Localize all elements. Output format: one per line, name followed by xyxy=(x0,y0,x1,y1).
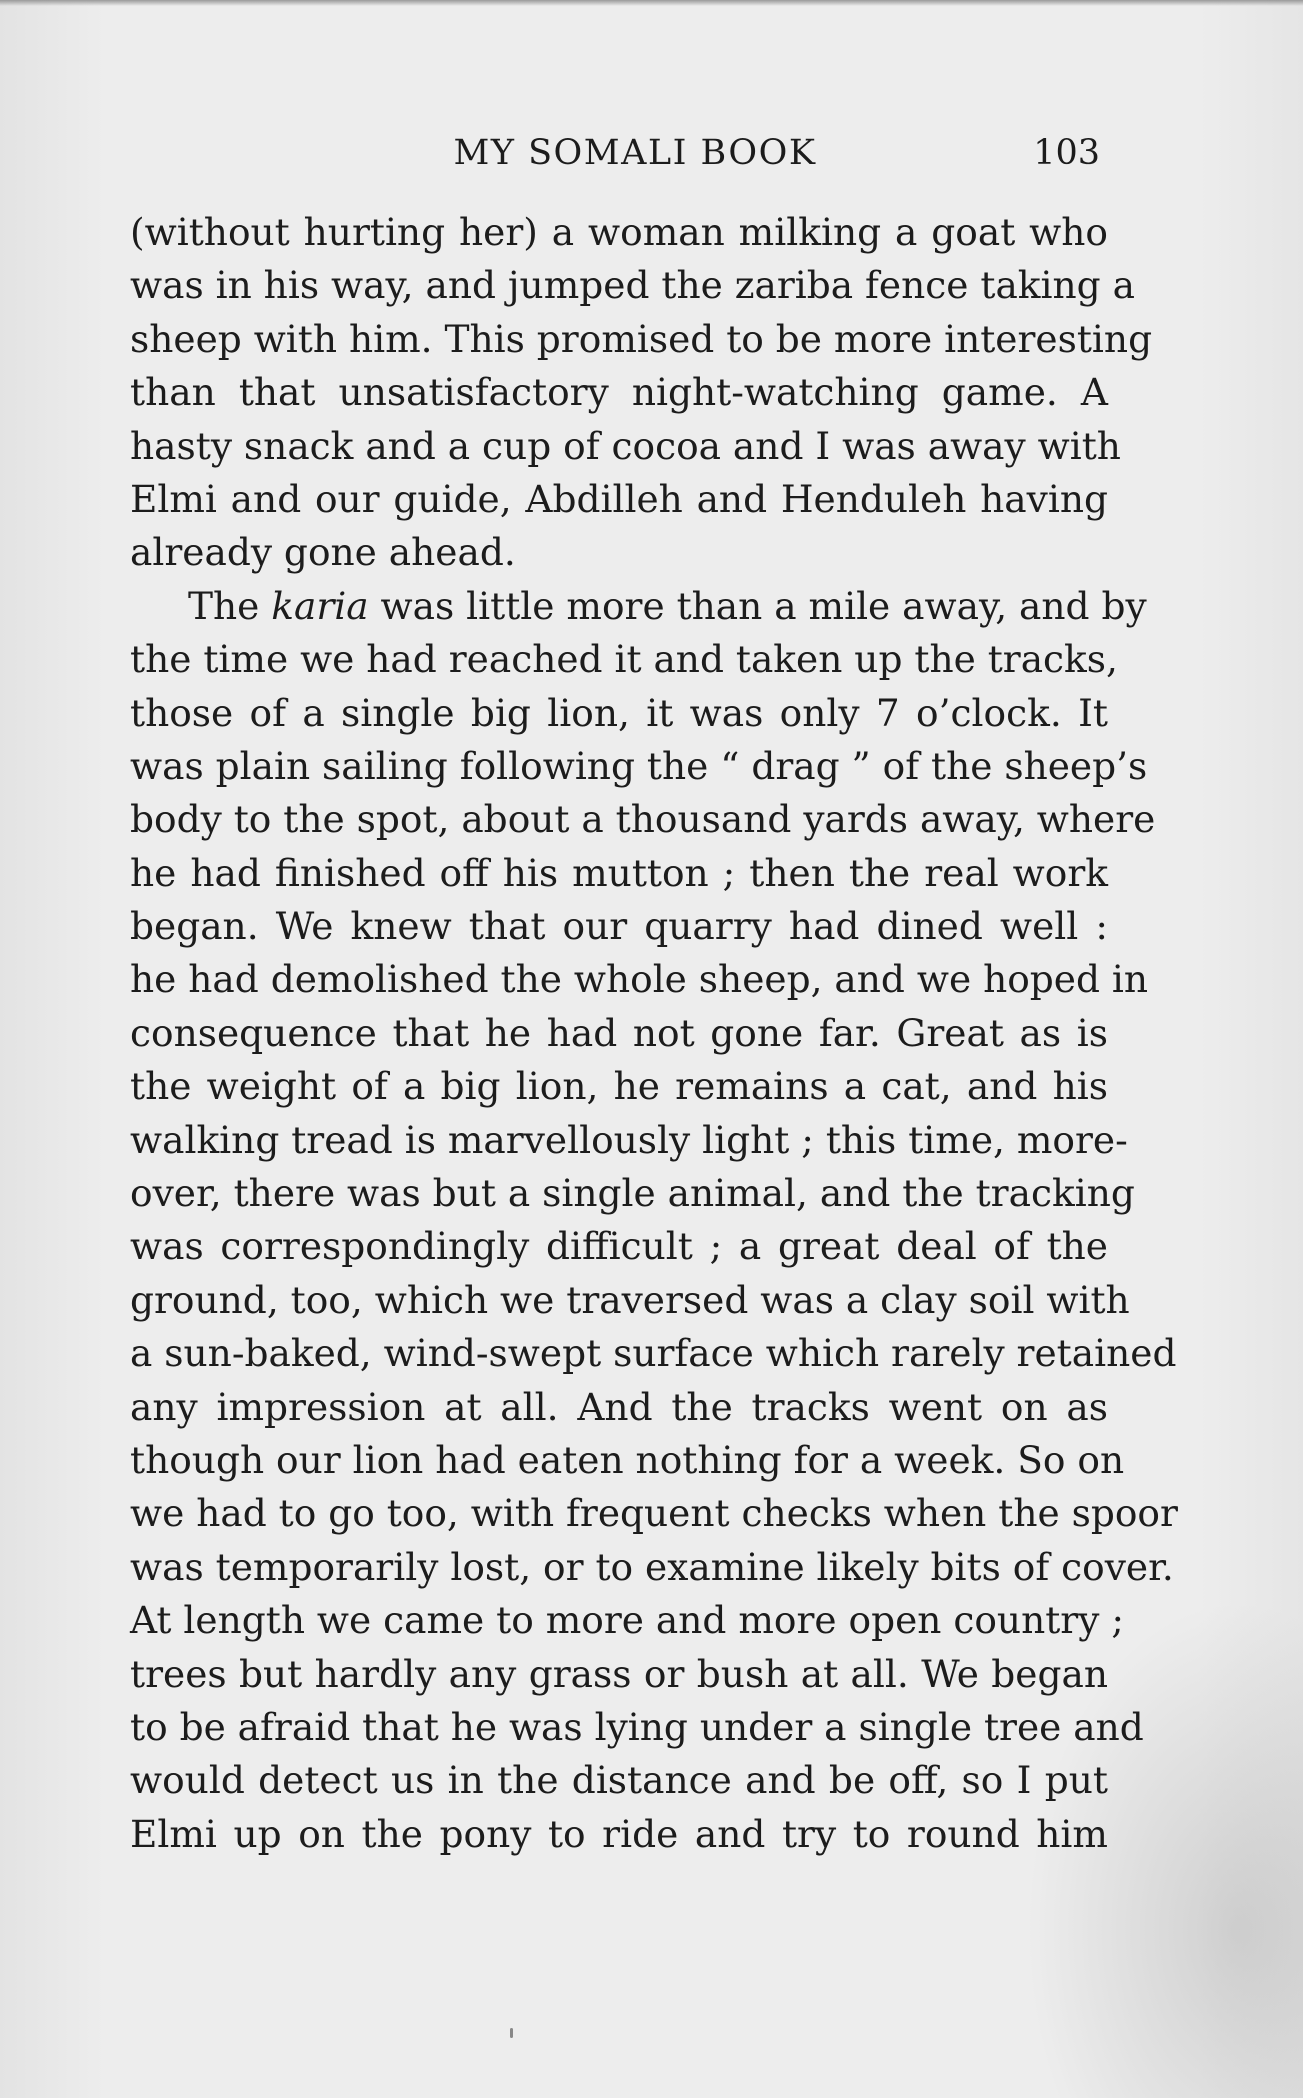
paragraph-2 xyxy=(130,580,1178,1861)
running-title: MY SOMALI BOOK xyxy=(453,133,817,173)
text-line-first xyxy=(130,580,1147,633)
text-line: trees but hardly any grass or bush at all. We began xyxy=(130,1651,1108,1696)
running-head xyxy=(130,128,1100,178)
text-line: he had demolished the whole sheep, and we hoped in xyxy=(130,957,1149,1002)
text-line: the time we had reached it and taken up the tracks, xyxy=(130,637,1118,682)
text-run: The xyxy=(188,583,272,628)
text-line: the weight of a big lion, he remains a cat, and his xyxy=(130,1064,1108,1109)
page-top-edge-shadow xyxy=(0,0,1303,6)
text-line: At length we came to more and more open country ; xyxy=(130,1598,1124,1643)
text-line: than that unsatisfactory night-watching game. A xyxy=(130,370,1108,415)
text-line: to be afraid that he was lying under a single tree and xyxy=(130,1704,1144,1749)
text-line: we had to go too, with frequent checks when the spoor xyxy=(130,1491,1178,1536)
text-line: walking tread is marvellously light ; this time, more- xyxy=(130,1117,1128,1162)
text-line: Elmi and our guide, Abdilleh and Henduleh having xyxy=(130,476,1108,521)
text-line: those of a single big lion, it was only 7 o’clock. It xyxy=(130,690,1108,735)
text-line: was in his way, and jumped the zariba fence taking a xyxy=(130,263,1135,308)
italic-word-karia: karia xyxy=(271,583,369,628)
text-line: ground, too, which we traversed was a clay soil with xyxy=(130,1277,1130,1322)
text-line: he had finished off his mutton ; then the real work xyxy=(130,850,1108,895)
text-line: was correspondingly difficult ; a great deal of the xyxy=(130,1224,1108,1269)
text-line: began. We knew that our quarry had dined well : xyxy=(130,904,1108,949)
text-run: was little more than a mile away, and by xyxy=(368,583,1147,628)
text-line: was temporarily lost, or to examine likely bits of cover. xyxy=(130,1544,1174,1589)
text-line: a sun-baked, wind-swept surface which rarely retained xyxy=(130,1331,1177,1376)
text-line: though our lion had eaten nothing for a week. So on xyxy=(130,1437,1125,1482)
paragraph-1 xyxy=(130,206,1153,580)
text-line: any impression at all. And the tracks went on as xyxy=(130,1384,1108,1429)
text-line: body to the spot, about a thousand yards away, where xyxy=(130,797,1156,842)
text-line: would detect us in the distance and be off, so I put xyxy=(130,1758,1108,1803)
text-line: (without hurting her) a woman milking a goat who xyxy=(130,210,1108,254)
text-line: sheep with him. This promised to be more interesting xyxy=(130,316,1153,361)
ink-speck xyxy=(510,2028,513,2038)
text-line: was plain sailing following the “ drag ” of the sheep’s xyxy=(130,743,1148,788)
body-text xyxy=(130,206,1178,1861)
text-line: over, there was but a single animal, and the tracking xyxy=(130,1171,1135,1216)
page-number: 103 xyxy=(1033,133,1100,173)
text-line: hasty snack and a cup of cocoa and I was away with xyxy=(130,423,1121,468)
text-line: consequence that he had not gone far. Great as is xyxy=(130,1010,1108,1055)
text-line: Elmi up on the pony to ride and try to round him xyxy=(130,1811,1108,1856)
text-line: already gone ahead. xyxy=(130,530,516,575)
